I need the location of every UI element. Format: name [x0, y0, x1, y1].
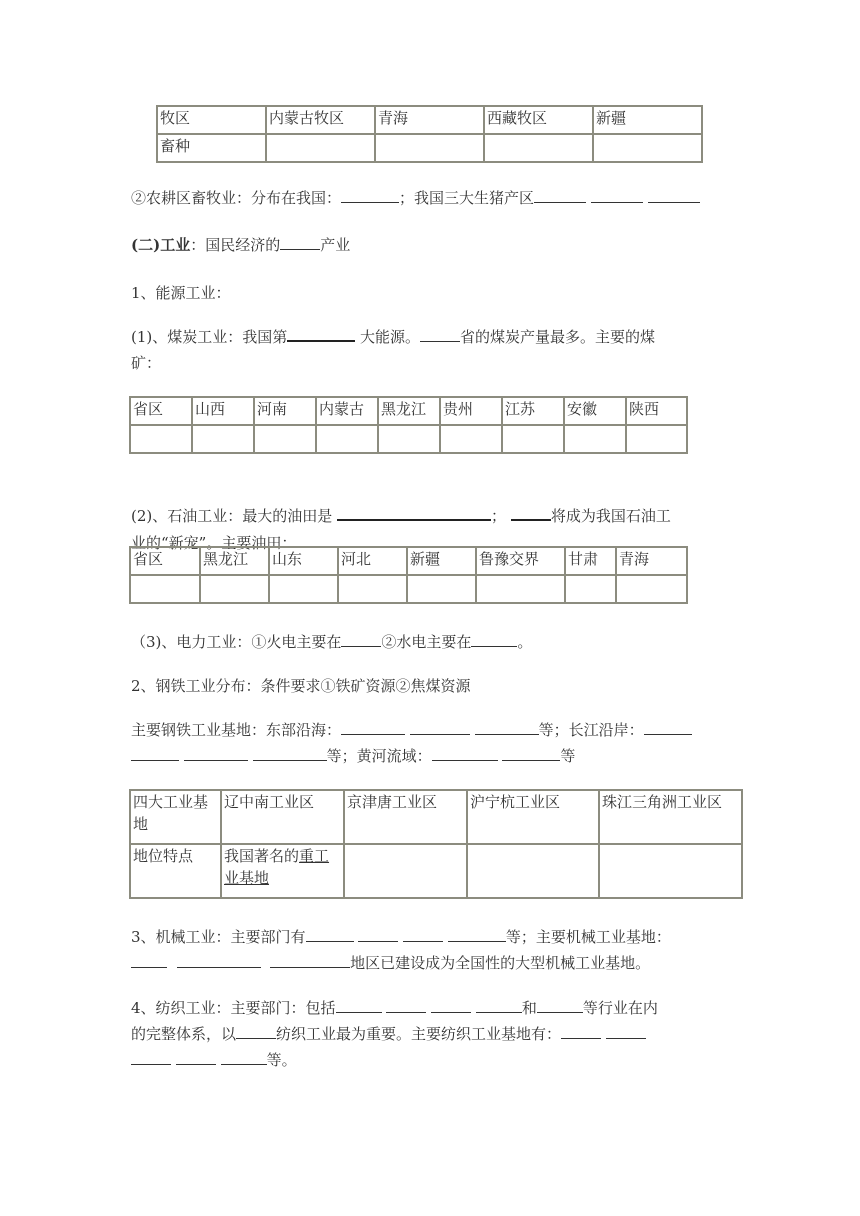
table-row	[130, 844, 742, 898]
fill-blank[interactable]	[471, 632, 517, 647]
fill-blank[interactable]	[341, 720, 405, 735]
text: ②水电主要在	[381, 633, 472, 651]
text: (1)、煤炭工业：我国第	[131, 328, 288, 346]
table-cell: 新疆	[593, 106, 702, 134]
machine-paragraph-cont	[131, 952, 650, 974]
table-cell	[378, 425, 440, 453]
steel-paragraph	[131, 719, 692, 741]
table-cell: 牧区	[157, 106, 266, 134]
power-paragraph	[131, 631, 532, 653]
fill-blank[interactable]	[591, 188, 643, 203]
table-cell	[254, 425, 316, 453]
text: 地区已建设成为全国性的大型机械工业基地。	[350, 954, 651, 972]
table-cell: 鲁豫交界	[476, 547, 565, 575]
table-cell: 甘肃	[565, 547, 616, 575]
text: 等。	[266, 1051, 297, 1069]
table-cell	[626, 425, 687, 453]
table-row	[157, 134, 702, 162]
oil-paragraph	[131, 505, 671, 527]
table-cell: 贵州	[440, 397, 502, 425]
fill-blank[interactable]	[236, 1024, 276, 1039]
oil-table	[129, 546, 688, 604]
pastoral-table	[156, 105, 703, 163]
farming-paragraph	[131, 187, 700, 209]
fill-blank[interactable]	[537, 998, 583, 1013]
table-row	[130, 790, 742, 844]
table-cell: 京津唐工业区	[344, 790, 467, 844]
table-cell: 四大工业基地	[130, 790, 221, 844]
table-cell	[130, 425, 192, 453]
table-cell	[266, 134, 375, 162]
text: 4、纺织工业：主要部门：包括	[131, 999, 336, 1017]
fill-blank[interactable]	[644, 720, 692, 735]
fill-blank[interactable]	[410, 720, 470, 735]
text-underlined: 重工业基地	[224, 847, 330, 887]
text: 等	[560, 747, 576, 765]
textile-paragraph-cont2	[131, 1049, 297, 1071]
text: 大能源。	[355, 328, 421, 346]
textile-paragraph	[131, 997, 658, 1019]
text: ②农耕区畜牧业：分布在我国：	[131, 189, 342, 207]
table-cell: 内蒙古	[316, 397, 378, 425]
text: 的完整体系，以	[131, 1025, 237, 1043]
table-cell: 内蒙古牧区	[266, 106, 375, 134]
table-cell: 省区	[130, 547, 200, 575]
section-title: (二)工业	[131, 236, 191, 254]
fill-blank[interactable]	[403, 927, 443, 942]
text: 省的煤炭产量最多。主要的煤	[460, 328, 656, 346]
table-cell	[269, 575, 338, 603]
industrial-bases-table	[129, 789, 743, 899]
text: ；	[491, 507, 507, 525]
table-cell	[440, 425, 502, 453]
text: ；我国三大生猪产区	[399, 189, 535, 207]
table-cell	[565, 575, 616, 603]
fill-blank[interactable]	[606, 1024, 646, 1039]
fill-blank[interactable]	[306, 927, 354, 942]
fill-blank[interactable]	[270, 953, 350, 968]
text: 主要钢铁工业基地：东部沿海：	[131, 721, 342, 739]
table-cell: 河南	[254, 397, 316, 425]
table-cell: 畜种	[157, 134, 266, 162]
text: 等行业在内	[582, 999, 658, 1017]
table-cell: 安徽	[564, 397, 626, 425]
energy-heading: 1、能源工业：	[131, 284, 231, 302]
fill-blank[interactable]	[341, 632, 381, 647]
text: (2)、石油工业：最大的油田是	[131, 507, 338, 525]
table-row	[130, 425, 687, 453]
table-cell: 江苏	[502, 397, 564, 425]
industry-heading	[131, 234, 350, 256]
table-cell	[484, 134, 593, 162]
table-cell: 辽中南工业区	[221, 790, 344, 844]
table-cell: 山东	[269, 547, 338, 575]
fill-blank[interactable]	[476, 998, 522, 1013]
fill-blank[interactable]	[420, 327, 460, 342]
text: 等；主要机械工业基地：	[505, 928, 671, 946]
table-cell: 青海	[375, 106, 484, 134]
fill-blank[interactable]	[511, 505, 551, 521]
table-cell	[192, 425, 254, 453]
fill-blank[interactable]	[341, 188, 399, 203]
fill-blank[interactable]	[337, 505, 491, 521]
coal-paragraph	[131, 326, 655, 348]
fill-blank[interactable]	[431, 998, 471, 1013]
table-cell: 青海	[616, 547, 687, 575]
text: 我国著名的	[224, 847, 300, 865]
table-row	[130, 547, 687, 575]
table-cell: 新疆	[407, 547, 476, 575]
table-cell	[593, 134, 702, 162]
text: 将成为我国石油工	[550, 507, 671, 525]
fill-blank[interactable]	[184, 746, 248, 761]
fill-blank[interactable]	[386, 998, 426, 1013]
text: 。	[517, 633, 533, 651]
table-cell	[344, 844, 467, 898]
table-cell: 西藏牧区	[484, 106, 593, 134]
fill-blank[interactable]	[358, 927, 398, 942]
fill-blank[interactable]	[253, 746, 327, 761]
text: 和	[521, 999, 537, 1017]
fill-blank[interactable]	[131, 953, 167, 968]
table-cell	[599, 844, 742, 898]
table-cell	[476, 575, 565, 603]
table-cell	[375, 134, 484, 162]
fill-blank[interactable]	[432, 746, 498, 761]
table-cell: 沪宁杭工业区	[467, 790, 599, 844]
fill-blank[interactable]	[131, 1050, 171, 1065]
table-cell	[200, 575, 269, 603]
fill-blank[interactable]	[177, 953, 261, 968]
table-cell	[316, 425, 378, 453]
text: （3)、电力工业：①火电主要在	[131, 633, 342, 651]
text: 产业	[320, 236, 351, 254]
table-cell: 地位特点	[130, 844, 221, 898]
text: 等；长江沿岸：	[538, 721, 644, 739]
table-cell: 珠江三角洲工业区	[599, 790, 742, 844]
table-cell: 陕西	[626, 397, 687, 425]
table-cell: 黑龙江	[200, 547, 269, 575]
table-row	[130, 575, 687, 603]
table-cell: 河北	[338, 547, 407, 575]
table-cell: 省区	[130, 397, 192, 425]
fill-blank[interactable]	[287, 326, 355, 342]
fill-blank[interactable]	[534, 188, 586, 203]
fill-blank[interactable]	[448, 927, 506, 942]
fill-blank[interactable]	[221, 1050, 267, 1065]
coal-table	[129, 396, 688, 454]
table-cell	[338, 575, 407, 603]
text: 等；黄河流域：	[326, 747, 432, 765]
table-row	[130, 397, 687, 425]
oil-paragraph-cont: 业的“新宠”。主要油田：	[131, 534, 297, 552]
steel-paragraph-cont	[131, 745, 575, 767]
fill-blank[interactable]	[176, 1050, 216, 1065]
table-row	[157, 106, 702, 134]
textile-paragraph-cont	[131, 1023, 646, 1045]
fill-blank[interactable]	[648, 188, 700, 203]
table-cell	[407, 575, 476, 603]
fill-blank[interactable]	[131, 746, 179, 761]
table-cell	[616, 575, 687, 603]
steel-heading: 2、钢铁工业分布：条件要求①铁矿资源②焦煤资源	[131, 677, 471, 695]
table-cell: 黑龙江	[378, 397, 440, 425]
fill-blank[interactable]	[475, 720, 539, 735]
fill-blank[interactable]	[561, 1024, 601, 1039]
table-cell	[221, 844, 344, 898]
text: 纺织工业最为重要。主要纺织工业基地有：	[276, 1025, 562, 1043]
coal-paragraph-cont: 矿：	[131, 354, 162, 372]
table-cell	[467, 844, 599, 898]
table-cell	[130, 575, 200, 603]
fill-blank[interactable]	[280, 235, 320, 250]
table-cell: 山西	[192, 397, 254, 425]
machine-paragraph	[131, 926, 671, 948]
table-cell	[564, 425, 626, 453]
fill-blank[interactable]	[502, 746, 560, 761]
fill-blank[interactable]	[336, 998, 382, 1013]
text: ：国民经济的	[190, 236, 281, 254]
text: 3、机械工业：主要部门有	[131, 928, 306, 946]
table-cell	[502, 425, 564, 453]
